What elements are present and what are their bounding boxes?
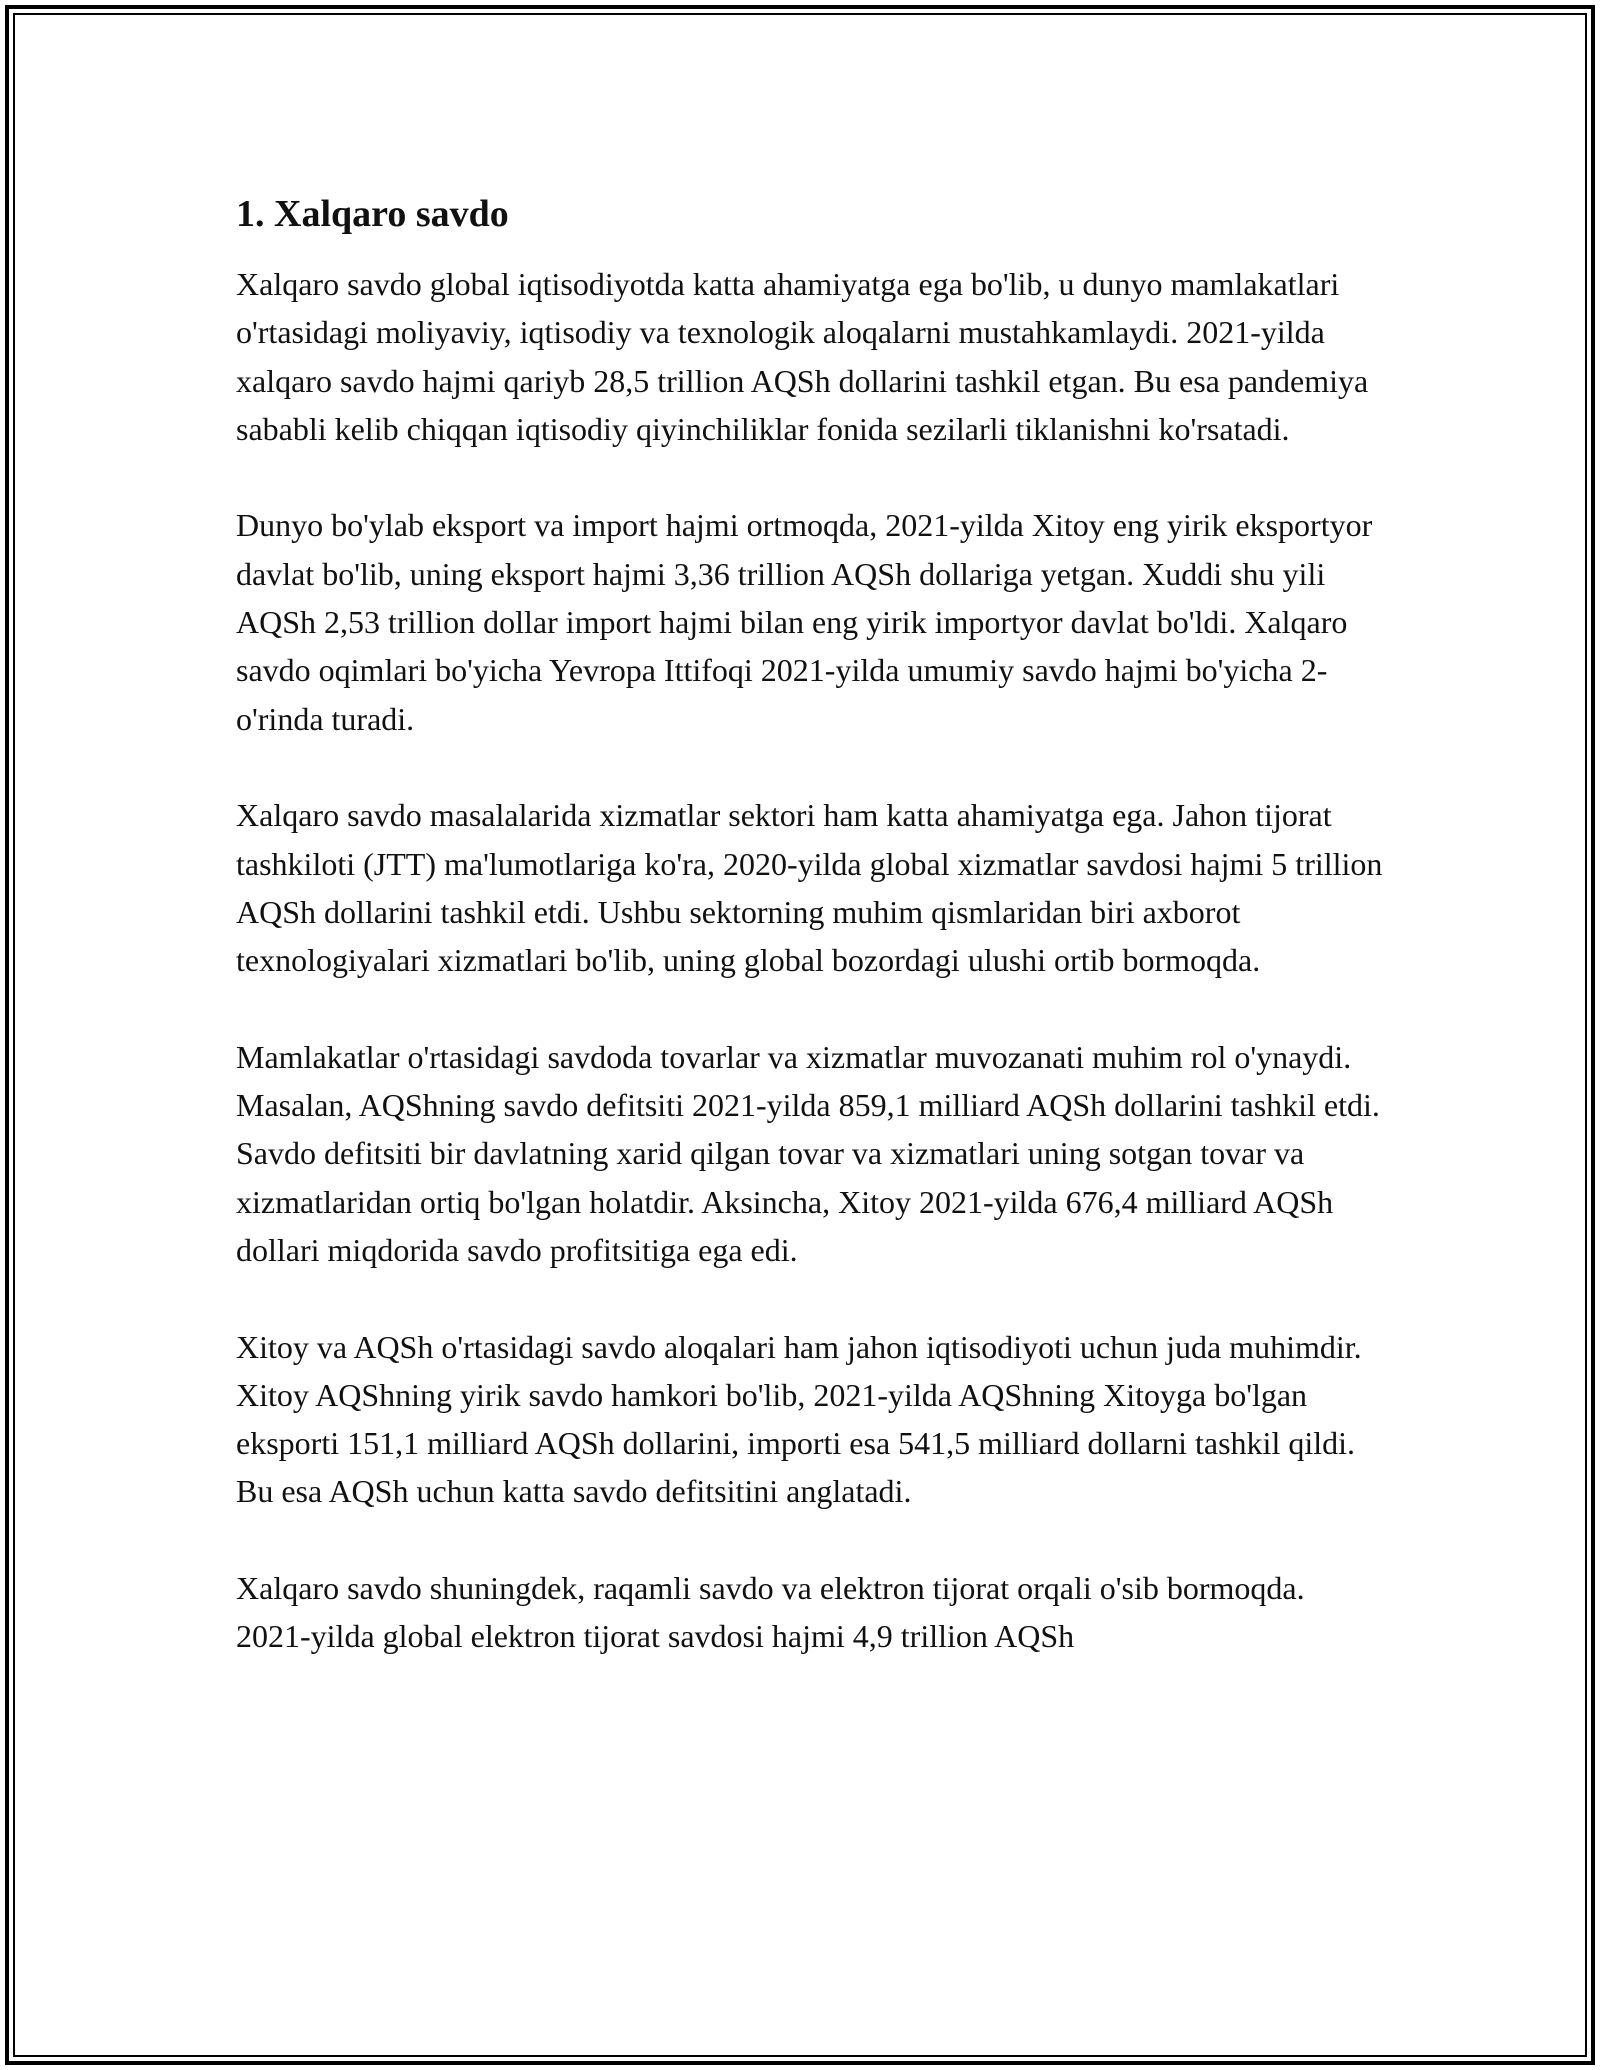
paragraph-5: Xitoy va AQSh o'rtasidagi savdo aloqalari ham jahon iqtisodiyoti uchun juda muhimdir. Xitoy AQShning yirik savdo hamkori bo'lib, 2021-yilda AQShning Xitoyga bo'lgan eksporti 151,1 milliard AQSh dollarini, importi esa 541,5 milliard dollarni tashkil qildi. Bu esa AQSh uchun katta savdo defitsitini anglatadi. (236, 1328, 1362, 1510)
paragraph-6: Xalqaro savdo shuningdek, raqamli savdo va elektron tijorat orqali o'sib bormoqda. 2021-yilda global elektron tijorat savdosi hajmi 4,9 trillion AQSh (236, 1570, 1305, 1655)
paragraph-2: Dunyo bo'ylab eksport va import hajmi ortmoqda, 2021-yilda Xitoy eng yirik eksportyor davlat bo'lib, uning eksport hajmi 3,36 trillion AQSh dollariga yetgan. Xuddi shu yili AQSh 2,53 trillion dollar import hajmi bilan eng yirik importyor davlat bo'ldi. Xalqaro savdo oqimlari bo'yicha Yevropa Ittifoqi 2021-yilda umumiy savdo hajmi bo'yicha 2-o'rinda turadi. (236, 507, 1373, 737)
paragraph-3: Xalqaro savdo masalalarida xizmatlar sektori ham katta ahamiyatga ega. Jahon tijorat tashkiloti (JTT) ma'lumotlariga ko'ra, 2020-yilda global xizmatlar savdosi hajmi 5 trillion AQSh dollarini tashkil etdi. Ushbu sektorning muhim qismlaridan biri axborot texnologiyalari xizmatlari bo'lib, uning global bozordagi ulushi ortib bormoqda. (236, 797, 1383, 979)
paragraph-4: Mamlakatlar o'rtasidagi savdoda tovarlar va xizmatlar muvozanati muhim rol o'ynaydi. Masalan, AQShning savdo defitsiti 2021-yilda 859,1 milliard AQSh dollarini tashkil etdi. Savdo defitsiti bir davlatning xarid qilgan tovar va xizmatlari uning sotgan tovar va xizmatlaridan ortiq bo'lgan holatdir. Aksincha, Xitoy 2021-yilda 676,4 milliard AQSh dollari miqdorida savdo profitsitiga ega edi. (236, 1038, 1380, 1268)
section-title: 1. Xalqaro savdo (236, 193, 509, 235)
document-body (236, 186, 1386, 1709)
paragraph-1: Xalqaro savdo global iqtisodiyotda katta ahamiyatga ega bo'lib, u dunyo mamlakatlari o'rtasidagi moliyaviy, iqtisodiy va texnologik aloqalarni mustahkamlaydi. 2021-yilda xalqaro savdo hajmi qariyb 28,5 trillion AQSh dollarini tashkil etgan. Bu esa pandemiya sababli kelib chiqqan iqtisodiy qiyinchiliklar fonida sezilarli tiklanishni ko'rsatadi. (236, 266, 1369, 447)
